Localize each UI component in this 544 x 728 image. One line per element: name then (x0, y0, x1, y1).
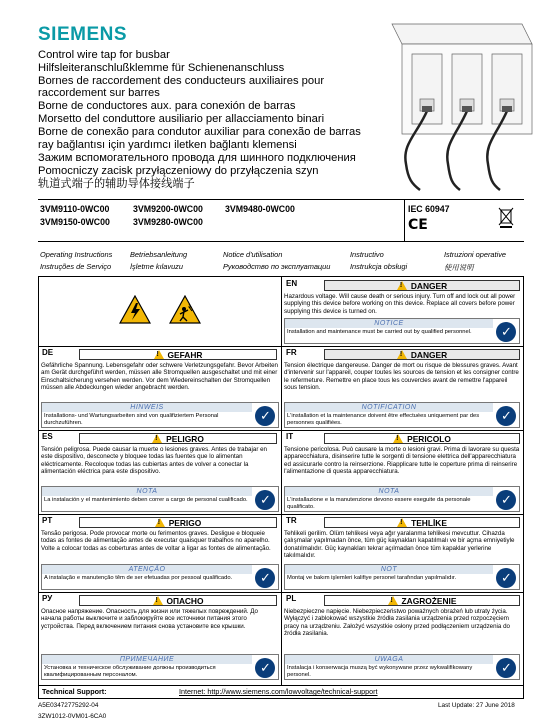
tr-notice-text: Montaj ve bakım işlemleri kalifiye personel tarafından yapılmalıdır. (287, 575, 457, 581)
title-pl: Pomocniczy zacisk przyłączeniowy do przyłączenia szyn (38, 165, 319, 177)
tr-danger-text: Tehlikeli gerilim. Ölüm tehlikesi veya ağır yaralanma tehlikesi mevcuttur. Cihazda çalışmalar yapılmadan önce, tüm güç kaynakları kapatılmalı ve bir açma emniyetiyle donatılmalıdır. Güç kaynakları tekrar açılmadan önce tüm kapaklar yerlerine takılmalıdır. (284, 530, 515, 560)
qualified-personnel-icon (255, 406, 275, 426)
warning-icon (397, 350, 407, 359)
lang-code-es: ES (42, 432, 53, 441)
instructions-label: Instruções de Serviço (40, 262, 112, 271)
pl-notice-text: Instalacja i konserwacja muszą być wykonywane przez wykwalifikowany personel. (287, 665, 473, 678)
pt-danger-header: ! PERIGO (79, 517, 277, 528)
lang-code-de: DE (42, 348, 54, 357)
lang-code-ru: РУ (42, 594, 53, 603)
ru-danger-header: ! ОПАСНО (79, 595, 277, 606)
pl-notice-title: UWAGA (285, 655, 493, 664)
es-danger-text: Tensión peligrosa. Puede causar la muerte o lesiones graves. Antes de trabajar en este dispositivo, desconecte y bloquee todas las fuentes que lo alimentan eléctricamente. Recoloque todas las cubiertas antes de volver a conectar la alimentación eléctrica para este dispositivo. (41, 446, 267, 476)
fr-danger-text: Tension électrique dangereuse. Danger de mort ou risque de blessures graves. Avant d'intervenir sur l'appareil, couper toutes les sources de tension et les consigner contre le refermeture. Remettre en place tous les couvercles avant de remettre l'appareil sous tension. (284, 362, 519, 392)
product-illustration (372, 14, 538, 200)
part-number: 3VM9110-0WC00 (40, 204, 110, 214)
qualified-personnel-icon (255, 658, 275, 678)
instructions-label: 使用说明 (444, 263, 474, 272)
qualified-personnel-icon (496, 406, 516, 426)
safety-table (38, 276, 524, 699)
standard-label: IEC 60947 (408, 204, 450, 214)
part-number: 3VM9150-0WC00 (40, 217, 110, 227)
instructions-label: Instructivo (350, 250, 384, 259)
part-number: 3VM9480-0WC00 (225, 204, 295, 214)
siemens-logo: SIEMENS (38, 24, 128, 45)
row-divider (39, 346, 523, 347)
warning-icon (397, 281, 407, 290)
pl-danger-text: Niebezpieczne napięcie. Niebezpieczeństwo poważnych obrażeń lub utraty życia. Wyłączyć i zablokować wszystkie źródła zasilania urządzenia przed rozpoczęciem pracy na urządzeniu. Założyć wszystkie osłony przed podłączeniem urządzenia do źródła zasilania. (284, 608, 510, 638)
title-zh: 轨道式端子的辅助导体接线端子 (38, 178, 195, 190)
instructions-label: Istruzioni operative (444, 250, 507, 259)
qualified-personnel-icon (255, 568, 275, 588)
support-label: Technical Support: (42, 687, 107, 696)
divider-mid (38, 241, 524, 242)
row-divider (39, 514, 523, 515)
title-pt: Borne de conexão para condutor auxiliar para conexão de barras (38, 126, 361, 138)
ru-notice-text: Установка и техническое обслуживание должны производиться квалифицированным персоналом. (44, 665, 216, 678)
warning-icon (155, 518, 165, 527)
fr-notice-title: NOTIFICATION (285, 403, 493, 412)
instructions-label: Notice d'utilisation (223, 250, 283, 259)
title-it: Morsetto del conduttore ausiliario per allacciamento binari (38, 113, 325, 125)
pt-danger-text: Tensão perigosa. Pode provocar morte ou ferimentos graves. Desligue e bloqueie todas as fontes de alimentação antes de executar quaisquer trabalhos no aparelho. Volte a colocar todas as coberturas antes de voltar a ligar as fontes de alimentação. (41, 530, 271, 552)
de-danger-text: Gefährliche Spannung. Lebensgefahr oder schwere Verletzungsgefahr. Bevor Arbeiten am Gerät durchgeführt werden, müssen alle Stromquellen ausgeschaltet und mit einer Einschaltsicherung versehen werden. Vor dem Wiedereinschalten der Stromquellen müssen alle Abdeckungen wieder angebracht werden. (41, 362, 278, 392)
instructions-label: Instrukcja obsługi (350, 262, 408, 271)
it-danger-header: ! PERICOLO (324, 433, 520, 444)
instructions-label: Руководство по эксплуатации (223, 262, 331, 271)
ru-notice-box (41, 654, 279, 680)
lang-code-en: EN (286, 279, 298, 288)
ru-danger-text: Опасное напряжение. Опасность для жизни или тяжелых повреждений. До начала работы выключите и заблокируйте все источники питания этого устройства. Перед включением питания снова установите все крышки. (41, 608, 258, 630)
de-notice-title: HINWEIS (42, 403, 252, 412)
lang-code-fr: FR (286, 348, 297, 357)
qualified-personnel-icon (496, 658, 516, 678)
last-update: Last Update: 27 June 2018 (438, 702, 515, 709)
ce-mark: CE (408, 217, 428, 233)
es-notice-title: NOTA (42, 487, 252, 496)
warning-icon (393, 434, 403, 443)
es-notice-text: La instalación y el mantenimiento deben correr a cargo de personal cualificado. (44, 497, 248, 503)
qualified-personnel-icon (496, 568, 516, 588)
en-danger-header: ! DANGER (324, 280, 520, 291)
part-number: 3VM9280-0WC00 (133, 217, 203, 227)
instructions-label: Betriebsanleitung (130, 250, 188, 259)
divider-vertical (404, 199, 405, 241)
it-notice-box (284, 486, 520, 512)
title-fr-2: raccordement sur barres (38, 87, 160, 99)
electric-hazard-icon (119, 295, 151, 324)
qualified-personnel-icon (496, 490, 516, 510)
qualified-personnel-icon (496, 322, 516, 342)
title-es: Borne de conductores aux. para conexión de barras (38, 100, 296, 112)
table-divider (281, 277, 282, 685)
lang-code-tr: TR (286, 516, 297, 525)
de-danger-header: ! GEFAHR (79, 349, 277, 360)
en-danger-text: Hazardous voltage. Will cause death or serious injury. Turn off and lock out all power supplying this device before working on this device. Replace all covers before power supplying this device is turned on. (284, 293, 516, 315)
shock-hazard-icon (169, 295, 201, 324)
de-notice-box (41, 402, 279, 428)
ru-notice-title: ПРИМЕЧАНИЕ (42, 655, 252, 664)
pt-notice-title: ATENÇÃO (42, 565, 252, 574)
pt-notice-box (41, 564, 279, 590)
warning-icon (153, 596, 163, 605)
en-notice-text: Installation and maintenance must be carried out by qualified personnel. (287, 329, 472, 335)
warning-icon (397, 518, 407, 527)
warning-icon (154, 350, 164, 359)
tr-notice-title: NOT (285, 565, 493, 574)
de-notice-text: Installations- und Wartungsarbeiten sind von qualifiziertem Personal durchzuführen. (44, 413, 219, 426)
it-notice-title: NOTA (285, 487, 493, 496)
fr-danger-header: ! DANGER (324, 349, 520, 360)
title-tr: ray bağlantısı için yardımcı iletken bağlantı klemensi (38, 139, 297, 151)
es-notice-box (41, 486, 279, 512)
fr-notice-text: L'installation et la maintenance doivent être effectuées uniquement par des personnes qualifiées. (287, 413, 480, 426)
row-divider (39, 430, 523, 431)
pl-danger-header: ! ZAGROŻENIE (324, 595, 520, 606)
row-divider (39, 685, 523, 686)
warning-icon (388, 596, 398, 605)
part-number: 3VM9200-0WC00 (133, 204, 203, 214)
tr-notice-box (284, 564, 520, 590)
row-divider (39, 592, 523, 593)
divider-top (38, 199, 524, 200)
fr-notice-box (284, 402, 520, 428)
title-ru: Зажим вспомогательного провода для шинного подключения (38, 152, 356, 164)
it-notice-text: L'installazione e la manutenzione devono essere eseguite da personale qualificato. (287, 497, 471, 510)
order-number: 3ZW1012-0VM01-6CA0 (38, 713, 107, 720)
pt-notice-text: A instalação e manutenção têm de ser efetuadas por pessoal qualificado. (44, 575, 233, 581)
it-danger-text: Tensione pericolosa. Può causare la morte o lesioni gravi. Prima di lavorare su questa apparecchiatura, disinserire tutte le sorgenti di tensione elettrica dell'apparecchiatura ed assicurarle contro la reinserzione. Riapplicare tutte le coperture prima di reinserire l'alimentazione di questa apparecchiatura. (284, 446, 520, 476)
instructions-label: Operating Instructions (40, 250, 113, 259)
title-en: Control wire tap for busbar (38, 49, 170, 61)
instructions-label: İşletme kılavuzu (130, 262, 183, 271)
warning-icon (152, 434, 162, 443)
en-notice-box (284, 318, 520, 344)
title-fr: Bornes de raccordement des conducteurs auxiliaires pour (38, 75, 325, 87)
support-link[interactable]: Internet: http://www.siemens.com/lowvoltage/technical-support (179, 687, 378, 696)
lang-code-pl: PL (286, 594, 297, 603)
lang-code-pt: PT (42, 516, 53, 525)
qualified-personnel-icon (255, 490, 275, 510)
es-danger-header: ! PELIGRO (79, 433, 277, 444)
pl-notice-box (284, 654, 520, 680)
en-notice-title: NOTICE (285, 319, 493, 328)
doc-number: A5E03472775292-04 (38, 702, 99, 709)
title-de: Hilfsleiteranschlußklemme für Schienenanschluss (38, 62, 285, 74)
lang-code-it: IT (286, 432, 294, 441)
tr-danger-header: ! TEHLİKE (324, 517, 520, 528)
weee-bin-icon (498, 207, 514, 229)
